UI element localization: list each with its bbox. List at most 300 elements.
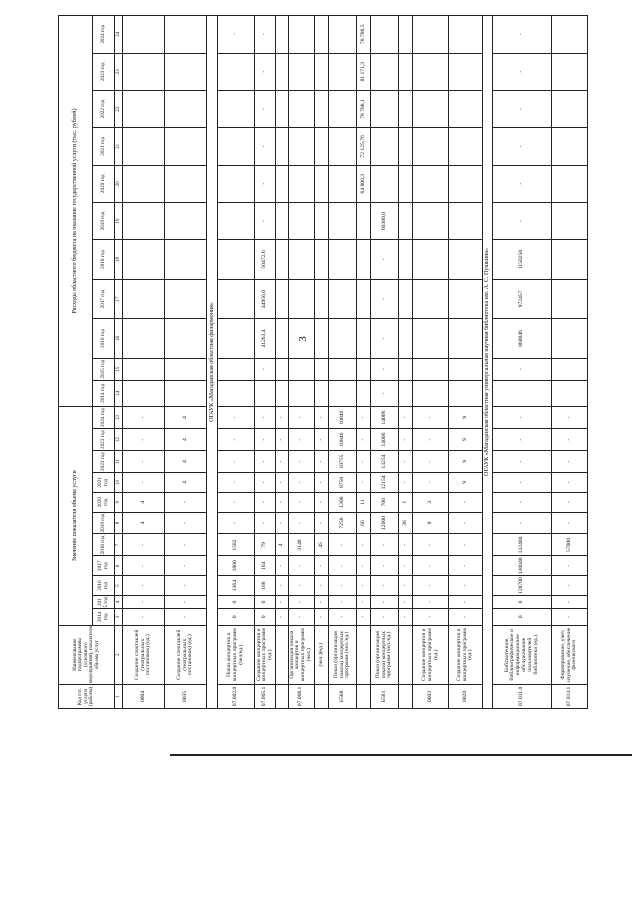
volume-value: - xyxy=(449,609,483,625)
volume-value: - xyxy=(123,407,165,429)
expense-value xyxy=(276,202,289,239)
volume-value: - xyxy=(276,576,289,596)
volume-value: - xyxy=(552,609,588,625)
horizontal-rule xyxy=(170,754,632,756)
expense-value: - xyxy=(493,128,552,165)
volume-value: - xyxy=(165,534,207,556)
volume-value: 7250 xyxy=(329,512,356,534)
service-name: Создание концертов и концертных программ (ед.) xyxy=(413,625,449,684)
expense-value xyxy=(371,53,398,90)
column-index: 21 xyxy=(115,128,123,165)
expense-value xyxy=(552,358,588,380)
expense-value: - xyxy=(255,90,276,127)
volume-value: - xyxy=(449,576,483,596)
volume-year-header: 2019 год xyxy=(93,512,115,534)
volume-year-header: 2016 год xyxy=(93,576,115,596)
volume-value: 3 xyxy=(413,492,449,512)
table-row xyxy=(552,16,588,709)
expense-value xyxy=(398,90,413,127)
service-name: Создание спектаклей (театральных постановок) (ед.) xyxy=(165,625,207,684)
expense-value xyxy=(413,240,449,280)
expense-year-header: 2023 год xyxy=(93,53,115,90)
column-index: 7 xyxy=(115,534,123,556)
volume-value: - xyxy=(356,576,371,596)
expense-value: - xyxy=(217,16,255,54)
volume-value: - xyxy=(314,407,329,429)
expense-year-header: 2021 год xyxy=(93,128,115,165)
expense-value xyxy=(276,358,289,380)
column-index: 2 xyxy=(115,625,123,684)
table-row xyxy=(493,16,552,709)
volume-value: 79 xyxy=(255,534,276,556)
volume-value: 9 xyxy=(413,512,449,534)
volume-value: - xyxy=(413,556,449,576)
volume-value: 132400 xyxy=(493,534,552,556)
column-index: 22 xyxy=(115,90,123,127)
expense-value: - xyxy=(371,358,398,380)
expense-value xyxy=(217,380,255,406)
volume-value: - xyxy=(493,451,552,473)
expense-value xyxy=(289,380,315,406)
expense-value: - xyxy=(255,202,276,239)
column-index: 10 xyxy=(115,473,123,493)
expense-value xyxy=(165,53,207,90)
volume-value: - xyxy=(123,534,165,556)
expense-value xyxy=(123,279,165,319)
expense-value xyxy=(217,240,255,280)
volume-value: - xyxy=(398,473,413,493)
volume-value: - xyxy=(276,451,289,473)
volume-value: - xyxy=(165,556,207,576)
service-name: Создание концертов и концертных программ (ед.) xyxy=(255,625,276,684)
service-code xyxy=(276,684,289,708)
column-index: 8 xyxy=(115,512,123,534)
volume-value: - xyxy=(123,429,165,451)
expense-value xyxy=(356,319,371,359)
expense-value xyxy=(314,128,329,165)
expense-value xyxy=(413,165,449,202)
expense-value xyxy=(398,358,413,380)
expense-value: - xyxy=(371,380,398,406)
volume-value: 0 xyxy=(217,595,255,608)
expense-value xyxy=(449,279,483,319)
volume-value: - xyxy=(493,473,552,493)
service-name: Библиотечное, библиографическое и информационное обслуживание пользователей библиотеки (ед.) xyxy=(493,625,552,684)
service-name: Формирование, учет, изучение, обеспечение физического xyxy=(552,625,588,684)
service-name: Создание концертов и концертных программ (ед.) xyxy=(449,625,483,684)
expense-value xyxy=(413,90,449,127)
volume-value: - xyxy=(493,429,552,451)
volume-value: - xyxy=(123,451,165,473)
expense-value xyxy=(413,53,449,90)
volume-value: - xyxy=(276,473,289,493)
page-number: 3 xyxy=(296,336,309,342)
expense-value xyxy=(398,380,413,406)
volume-value: - xyxy=(552,407,588,429)
volume-value: 168 xyxy=(255,576,276,596)
expense-value xyxy=(552,53,588,90)
expense-value xyxy=(165,165,207,202)
volume-value: 1582 xyxy=(217,534,255,556)
volume-value: - xyxy=(493,492,552,512)
expense-value: - xyxy=(255,128,276,165)
column-index: 12 xyxy=(115,429,123,451)
service-code: 0035 xyxy=(165,684,207,708)
column-index: 20 xyxy=(115,165,123,202)
column-index: 15 xyxy=(115,358,123,380)
expense-value xyxy=(552,128,588,165)
expense-value xyxy=(123,128,165,165)
expense-value xyxy=(329,358,356,380)
expense-value xyxy=(165,319,207,359)
expense-year-header: 2019 год xyxy=(93,202,115,239)
expense-year-header: 2020 год xyxy=(93,165,115,202)
org-name: ОГАУК «Магаданская областная универсальная научная библиотека им. А. С. Пушкина» xyxy=(482,16,493,709)
header-expense-group: Расходы областного бюджета на оказание государственной услуги (тыс. рублей) xyxy=(59,16,93,407)
volume-value: - xyxy=(398,556,413,576)
expense-value xyxy=(289,358,315,380)
volume-year-header: 2014 год xyxy=(93,609,115,625)
expense-value xyxy=(493,380,552,406)
table-row xyxy=(255,16,276,709)
table-row xyxy=(165,16,207,709)
volume-value: - xyxy=(314,595,329,608)
expense-value xyxy=(449,380,483,406)
expense-year-header: 2015 год xyxy=(93,358,115,380)
expense-value xyxy=(398,128,413,165)
volume-value: - xyxy=(289,595,315,608)
expense-value xyxy=(314,240,329,280)
service-name: Показ концертов и концертных программ (чел/ед.) xyxy=(217,625,255,684)
volume-value: - xyxy=(289,609,315,625)
expense-value xyxy=(356,240,371,280)
volume-value: 4 xyxy=(123,492,165,512)
expense-value: 972457 xyxy=(493,279,552,319)
volume-year-header: 201 5 год xyxy=(93,595,115,608)
volume-value: - xyxy=(255,429,276,451)
volume-value: - xyxy=(165,512,207,534)
expense-value xyxy=(314,53,329,90)
expense-value xyxy=(276,240,289,280)
volume-value: - xyxy=(356,609,371,625)
table-row xyxy=(413,16,449,709)
volume-value: - xyxy=(314,556,329,576)
expense-value: - xyxy=(371,279,398,319)
volume-value: - xyxy=(123,595,165,608)
volume-value: - xyxy=(289,492,315,512)
volume-value: - xyxy=(413,451,449,473)
expense-value: - xyxy=(255,165,276,202)
volume-value: 57000 xyxy=(552,534,588,556)
expense-value xyxy=(329,90,356,127)
expense-value xyxy=(217,128,255,165)
volume-value: - xyxy=(329,556,356,576)
volume-value: - xyxy=(493,407,552,429)
expense-value xyxy=(356,202,371,239)
expense-value xyxy=(165,128,207,165)
volume-value: - xyxy=(289,407,315,429)
volume-value: - xyxy=(449,595,483,608)
table-row xyxy=(123,16,165,709)
volume-value: 0 xyxy=(493,595,552,608)
column-index: 18 xyxy=(115,240,123,280)
volume-value: - xyxy=(314,451,329,473)
expense-value xyxy=(276,16,289,54)
volume-value: - xyxy=(314,512,329,534)
column-index: 4 xyxy=(115,595,123,608)
volume-value: 8750 xyxy=(329,473,356,493)
expense-value xyxy=(123,16,165,54)
expense-value xyxy=(314,319,329,359)
table-container xyxy=(58,15,588,709)
volume-value: 1800 xyxy=(217,556,255,576)
expense-value xyxy=(398,202,413,239)
volume-value: 0 xyxy=(255,595,276,608)
expense-value xyxy=(413,16,449,54)
volume-value: - xyxy=(289,512,315,534)
expense-value xyxy=(552,240,588,280)
volume-value: - xyxy=(398,595,413,608)
expense-value xyxy=(449,53,483,90)
volume-value: 130040 xyxy=(493,556,552,576)
expense-value xyxy=(449,16,483,54)
expense-value: - xyxy=(493,53,552,90)
volume-value: - xyxy=(123,576,165,596)
expense-value xyxy=(356,358,371,380)
volume-value: - xyxy=(449,512,483,534)
table-row xyxy=(329,16,356,709)
expense-value xyxy=(449,319,483,359)
volume-value: - xyxy=(398,576,413,596)
volume-value: 10755 xyxy=(329,451,356,473)
table-row xyxy=(356,16,371,709)
org-row xyxy=(482,16,493,709)
header-code: Код гос. услуги (работы) xyxy=(59,684,115,708)
service-code: 07.011.0 xyxy=(493,684,552,708)
volume-value: - xyxy=(413,473,449,493)
column-index: 14 xyxy=(115,380,123,406)
expense-value: - xyxy=(371,319,398,359)
column-index: 23 xyxy=(115,53,123,90)
volume-value: - xyxy=(276,492,289,512)
volume-value: 4 xyxy=(165,429,207,451)
expense-value xyxy=(552,279,588,319)
table-row xyxy=(449,16,483,709)
expense-value xyxy=(217,90,255,127)
expense-value xyxy=(329,53,356,90)
volume-value: 9 xyxy=(449,473,483,493)
expense-value xyxy=(356,380,371,406)
volume-value: - xyxy=(217,492,255,512)
expense-value xyxy=(217,53,255,90)
expense-value xyxy=(276,380,289,406)
expense-value xyxy=(123,53,165,90)
expense-value xyxy=(289,202,315,239)
expense-value xyxy=(398,53,413,90)
volume-year-header: 2018 год xyxy=(93,534,115,556)
service-code xyxy=(314,684,329,708)
expense-value xyxy=(329,128,356,165)
volume-value: - xyxy=(289,556,315,576)
expense-value xyxy=(217,202,255,239)
volume-value: 9 xyxy=(449,429,483,451)
expense-value: - xyxy=(255,16,276,54)
expense-year-header: 2018 год xyxy=(93,240,115,280)
volume-value: - xyxy=(289,576,315,596)
volume-value: 9 xyxy=(449,451,483,473)
volume-value: - xyxy=(329,576,356,596)
volume-value: - xyxy=(289,473,315,493)
volume-value: 4 xyxy=(276,534,289,556)
volume-value: 4 xyxy=(165,451,207,473)
volume-year-header: 2017 год xyxy=(93,556,115,576)
expense-value xyxy=(123,165,165,202)
volume-value: - xyxy=(449,534,483,556)
expense-value xyxy=(165,358,207,380)
volume-value: - xyxy=(552,595,588,608)
expense-value xyxy=(449,165,483,202)
volume-value: - xyxy=(217,451,255,473)
expense-value xyxy=(413,380,449,406)
expense-value xyxy=(413,319,449,359)
volume-value: 66 xyxy=(356,512,371,534)
volume-value: - xyxy=(329,534,356,556)
expense-value xyxy=(289,128,315,165)
volume-year-header: 2020 год xyxy=(93,492,115,512)
volume-value: - xyxy=(552,576,588,596)
expense-value: - xyxy=(255,358,276,380)
volume-value: - xyxy=(217,512,255,534)
volume-value: - xyxy=(289,451,315,473)
expense-value xyxy=(165,90,207,127)
expense-value xyxy=(371,16,398,54)
service-code: 07.008.1 xyxy=(289,684,315,708)
service-name xyxy=(276,625,289,684)
volume-value: - xyxy=(276,609,289,625)
volume-value: - xyxy=(165,595,207,608)
volume-value: - xyxy=(398,429,413,451)
expense-value xyxy=(217,319,255,359)
expense-value xyxy=(276,319,289,359)
volume-value: 164 xyxy=(255,556,276,576)
volume-value: - xyxy=(276,595,289,608)
expense-value xyxy=(276,279,289,319)
table-row xyxy=(289,16,315,709)
expense-value xyxy=(123,240,165,280)
volume-value: 3148 xyxy=(289,534,315,556)
volume-value: - xyxy=(123,473,165,493)
expense-value xyxy=(165,16,207,54)
expense-value xyxy=(329,279,356,319)
expense-value xyxy=(552,90,588,127)
volume-value: 700 xyxy=(371,492,398,512)
volume-value: - xyxy=(371,576,398,596)
volume-value: - xyxy=(356,407,371,429)
column-index: 5 xyxy=(115,576,123,596)
volume-value: 0 xyxy=(493,609,552,625)
expense-value xyxy=(289,240,315,280)
volume-value: 9 xyxy=(449,407,483,429)
volume-value: - xyxy=(276,429,289,451)
expense-value xyxy=(289,279,315,319)
volume-value: - xyxy=(552,512,588,534)
expense-value: 1150250 xyxy=(493,240,552,280)
table-row xyxy=(314,16,329,709)
volume-value: - xyxy=(276,407,289,429)
volume-value: 11 xyxy=(356,492,371,512)
data-table xyxy=(58,15,588,709)
expense-value xyxy=(289,16,315,54)
volume-value: 36 xyxy=(398,512,413,534)
volume-value: - xyxy=(413,576,449,596)
volume-value: - xyxy=(123,609,165,625)
volume-value: - xyxy=(552,429,588,451)
volume-value: 1 xyxy=(398,492,413,512)
volume-value: - xyxy=(398,534,413,556)
expense-value xyxy=(289,319,315,359)
expense-value xyxy=(329,202,356,239)
expense-value xyxy=(276,90,289,127)
expense-value: 50472,6 xyxy=(255,240,276,280)
expense-value xyxy=(356,279,371,319)
volume-value: 10846 xyxy=(329,429,356,451)
expense-value: 60380,0 xyxy=(371,202,398,239)
expense-value: - xyxy=(493,165,552,202)
volume-year-header: 2023 год xyxy=(93,429,115,451)
expense-value xyxy=(552,165,588,202)
volume-value: - xyxy=(217,473,255,493)
service-code: Б581 xyxy=(371,684,398,708)
expense-value xyxy=(217,358,255,380)
expense-value: 81 171,3 xyxy=(356,53,371,90)
expense-year-header: 2016 год xyxy=(93,319,115,359)
volume-value: - xyxy=(217,407,255,429)
expense-value: 860046 xyxy=(493,319,552,359)
expense-value xyxy=(123,90,165,127)
volume-value: - xyxy=(314,609,329,625)
volume-value: - xyxy=(276,556,289,576)
expense-value xyxy=(329,240,356,280)
table-row xyxy=(398,16,413,709)
expense-value xyxy=(413,202,449,239)
expense-value xyxy=(289,165,315,202)
expense-value xyxy=(289,90,315,127)
expense-value xyxy=(371,128,398,165)
expense-value xyxy=(371,90,398,127)
expense-value xyxy=(276,165,289,202)
volume-value: 1300 xyxy=(329,492,356,512)
volume-value: - xyxy=(413,429,449,451)
expense-value xyxy=(413,279,449,319)
column-index: 9 xyxy=(115,492,123,512)
volume-value: - xyxy=(449,556,483,576)
volume-value: - xyxy=(217,429,255,451)
expense-value: - xyxy=(371,240,398,280)
volume-value: - xyxy=(255,407,276,429)
expense-value xyxy=(314,90,329,127)
table-row xyxy=(371,16,398,709)
expense-value xyxy=(314,358,329,380)
volume-value: - xyxy=(314,576,329,596)
volume-value: - xyxy=(371,556,398,576)
table-row xyxy=(276,16,289,709)
volume-value: - xyxy=(371,595,398,608)
volume-value: - xyxy=(165,609,207,625)
volume-value: - xyxy=(276,512,289,534)
volume-value: 4 xyxy=(165,473,207,493)
expense-value xyxy=(449,90,483,127)
service-code: Б568 xyxy=(329,684,356,708)
